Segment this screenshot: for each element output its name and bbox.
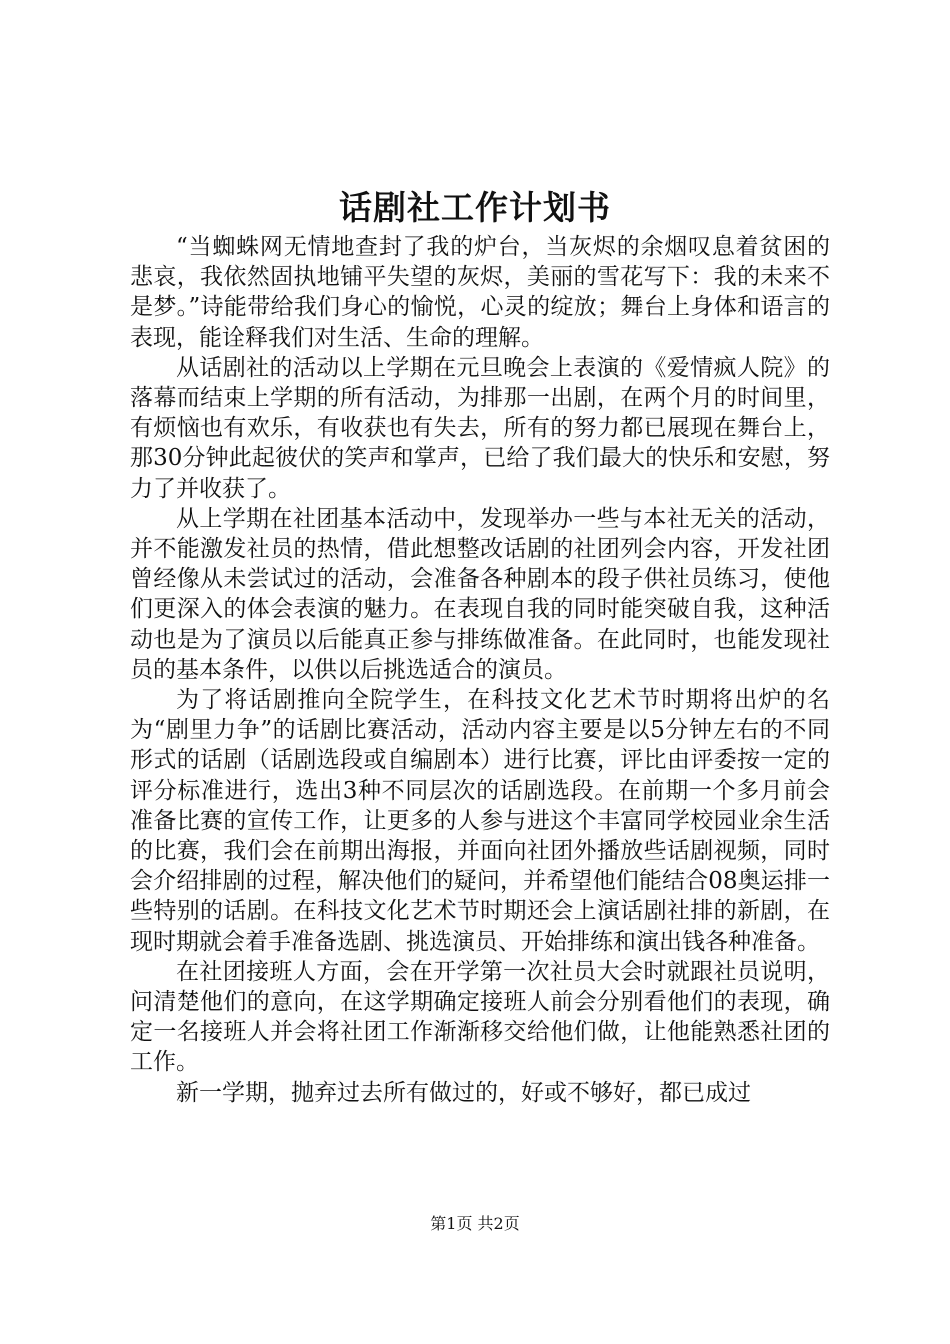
document-body (130, 232, 830, 1108)
paragraph-6: 新一学期，抛弃过去所有做过的，好或不够好，都已成过 (176, 1079, 751, 1106)
paragraph-5: 在社团接班人方面，会在开学第一次社员大会时就跟社员说明，问清楚他们的意向，在这学期确定接班人前会分别看他们的表现，确定一名接班人并会将社团工作渐渐移交给他们做，让他能熟悉社团的工作。 (130, 958, 830, 1076)
page-number: 第1页 共2页 (430, 1214, 520, 1233)
paragraph-4: 为了将话剧推向全院学生，在科技文化艺术节时期将出炉的名为“剧里力争”的话剧比赛活动，活动内容主要是以5分钟左右的不同形式的话剧（话剧选段或自编剧本）进行比赛，评比由评委按一定的评分标准进行，选出3种不同层次的话剧选段。在前期一个多月前会准备比赛的宣传工作，让更多的人参与进这个丰富同学校园业余生活的比赛，我们会在前期出海报，并面向社团外播放些话剧视频，同时会介绍排剧的过程，解决他们的疑问，并希望他们能结合08奥运排一些特别的话剧。在科技文化艺术节时期还会上演话剧社排的新剧，在现时期就会着手准备选剧、挑选演员、开始排练和演出钱各种准备。 (130, 687, 830, 955)
document-title: 话剧社工作计划书 (339, 188, 611, 227)
page-footer (0, 1212, 950, 1236)
paragraph-3: 从上学期在社团基本活动中，发现举办一些与本社无关的活动，并不能激发社员的热情，借此想整改话剧的社团列会内容，开发社团曾经像从未尝试过的活动，会准备各种剧本的段子供社员练习，使他们更深入的体会表演的魅力。在表现自我的同时能突破自我，这种活动也是为了演员以后能真正参与排练做准备。在此同时，也能发现社员的基本条件，以供以后挑选适合的演员。 (130, 505, 830, 683)
paragraph-1: “当蜘蛛网无情地查封了我的炉台，当灰烬的余烟叹息着贫困的悲哀，我依然固执地铺平失望的灰烬，美丽的雪花写下：我的未来不是梦。”诗能带给我们身心的愉悦，心灵的绽放；舞台上身体和语言的表现，能诠释我们对生活、生命的理解。 (130, 234, 830, 351)
paragraph-2: 从话剧社的活动以上学期在元旦晚会上表演的《爱情疯人院》的落幕而结束上学期的所有活动，为排那一出剧，在两个月的时间里，有烦恼也有欢乐，有收获也有失去，所有的努力都已展现在舞台上，那30分钟此起彼伏的笑声和掌声，已给了我们最大的快乐和安慰，努力了并收获了。 (130, 354, 830, 502)
